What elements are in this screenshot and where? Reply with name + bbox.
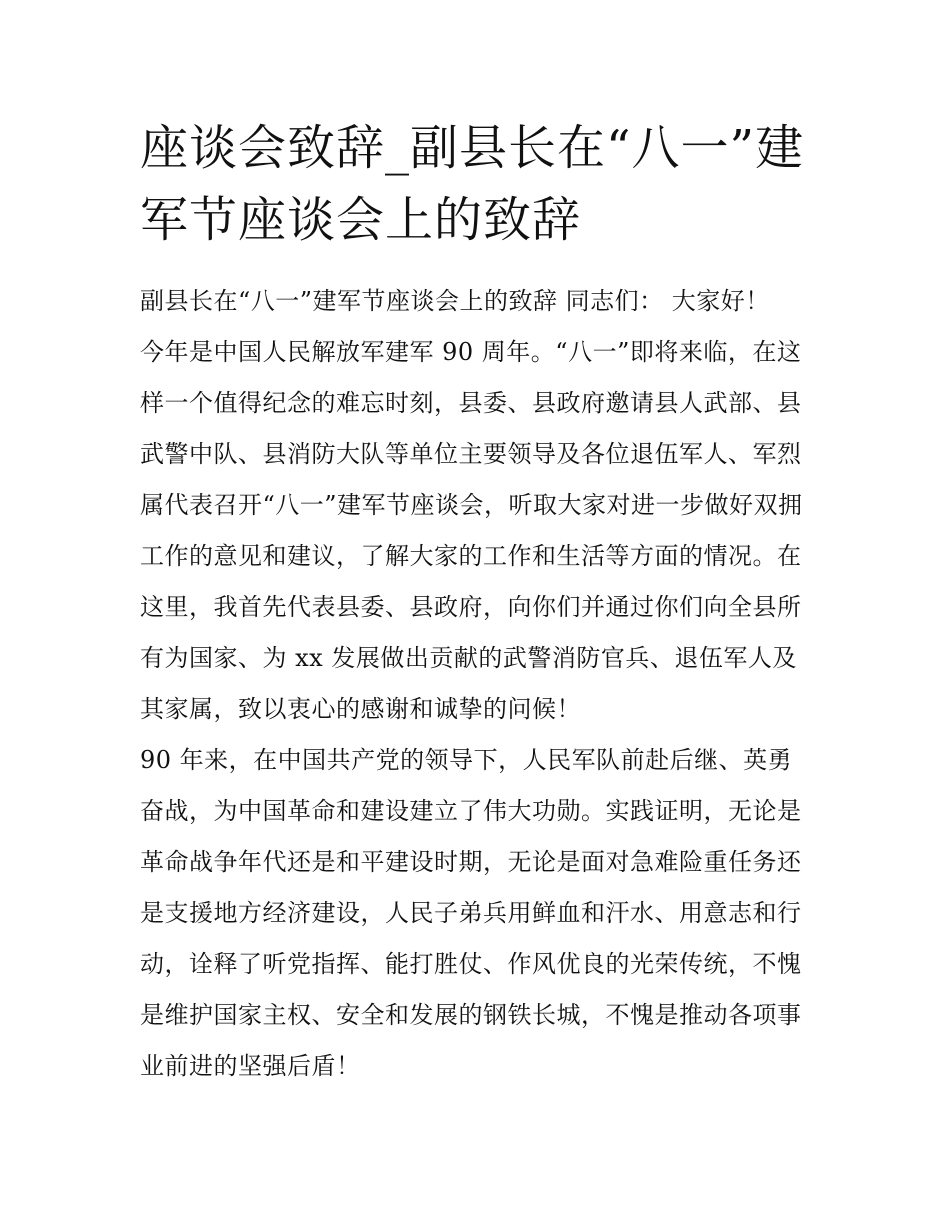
body-line: 革命战争年代还是和平建设时期，无论是面对急难险重任务还 [140, 848, 802, 876]
body-line: 是维护国家主权、安全和发展的钢铁长城，不愧是推动各项事 [140, 1001, 802, 1029]
body-line: 这里，我首先代表县委、县政府，向你们并通过你们向全县所 [140, 593, 802, 621]
body-line: 工作的意见和建议，了解大家的工作和生活等方面的情况。在 [140, 542, 802, 570]
body-line: 奋战，为中国革命和建设建立了伟大功勋。实践证明，无论是 [140, 797, 802, 825]
body-line: 业前进的坚强后盾！ [140, 1052, 361, 1080]
body-line: 其家属，致以衷心的感谢和诚挚的问候！ [140, 695, 581, 723]
body-line: 有为国家、为 xx 发展做出贡献的武警消防官兵、退伍军人及 [140, 644, 797, 672]
body-line: 样一个值得纪念的难忘时刻，县委、县政府邀请县人武部、县 [140, 389, 802, 417]
body-line: 今年是中国人民解放军建军 90 周年。“八一”即将来临，在这 [140, 338, 802, 366]
body-line: 副县长在“八一”建军节座谈会上的致辞 同志们： 大家好！ [140, 287, 770, 315]
body-line: 90 年来，在中国共产党的领导下，人民军队前赴后继、英勇 [140, 746, 793, 774]
document-title [140, 112, 820, 256]
document-body [140, 280, 815, 1096]
body-line: 是支援地方经济建设，人民子弟兵用鲜血和汗水、用意志和行 [140, 899, 802, 927]
body-line: 动，诠释了听党指挥、能打胜仗、作风优良的光荣传统，不愧 [140, 950, 802, 978]
title-line: 军节座谈会上的致辞 [140, 192, 582, 248]
body-line: 武警中队、县消防大队等单位主要领导及各位退伍军人、军烈 [140, 440, 802, 468]
title-line: 座谈会致辞_副县长在“八一”建 [140, 120, 805, 176]
body-line: 属代表召开“八一”建军节座谈会，听取大家对进一步做好双拥 [140, 491, 803, 519]
